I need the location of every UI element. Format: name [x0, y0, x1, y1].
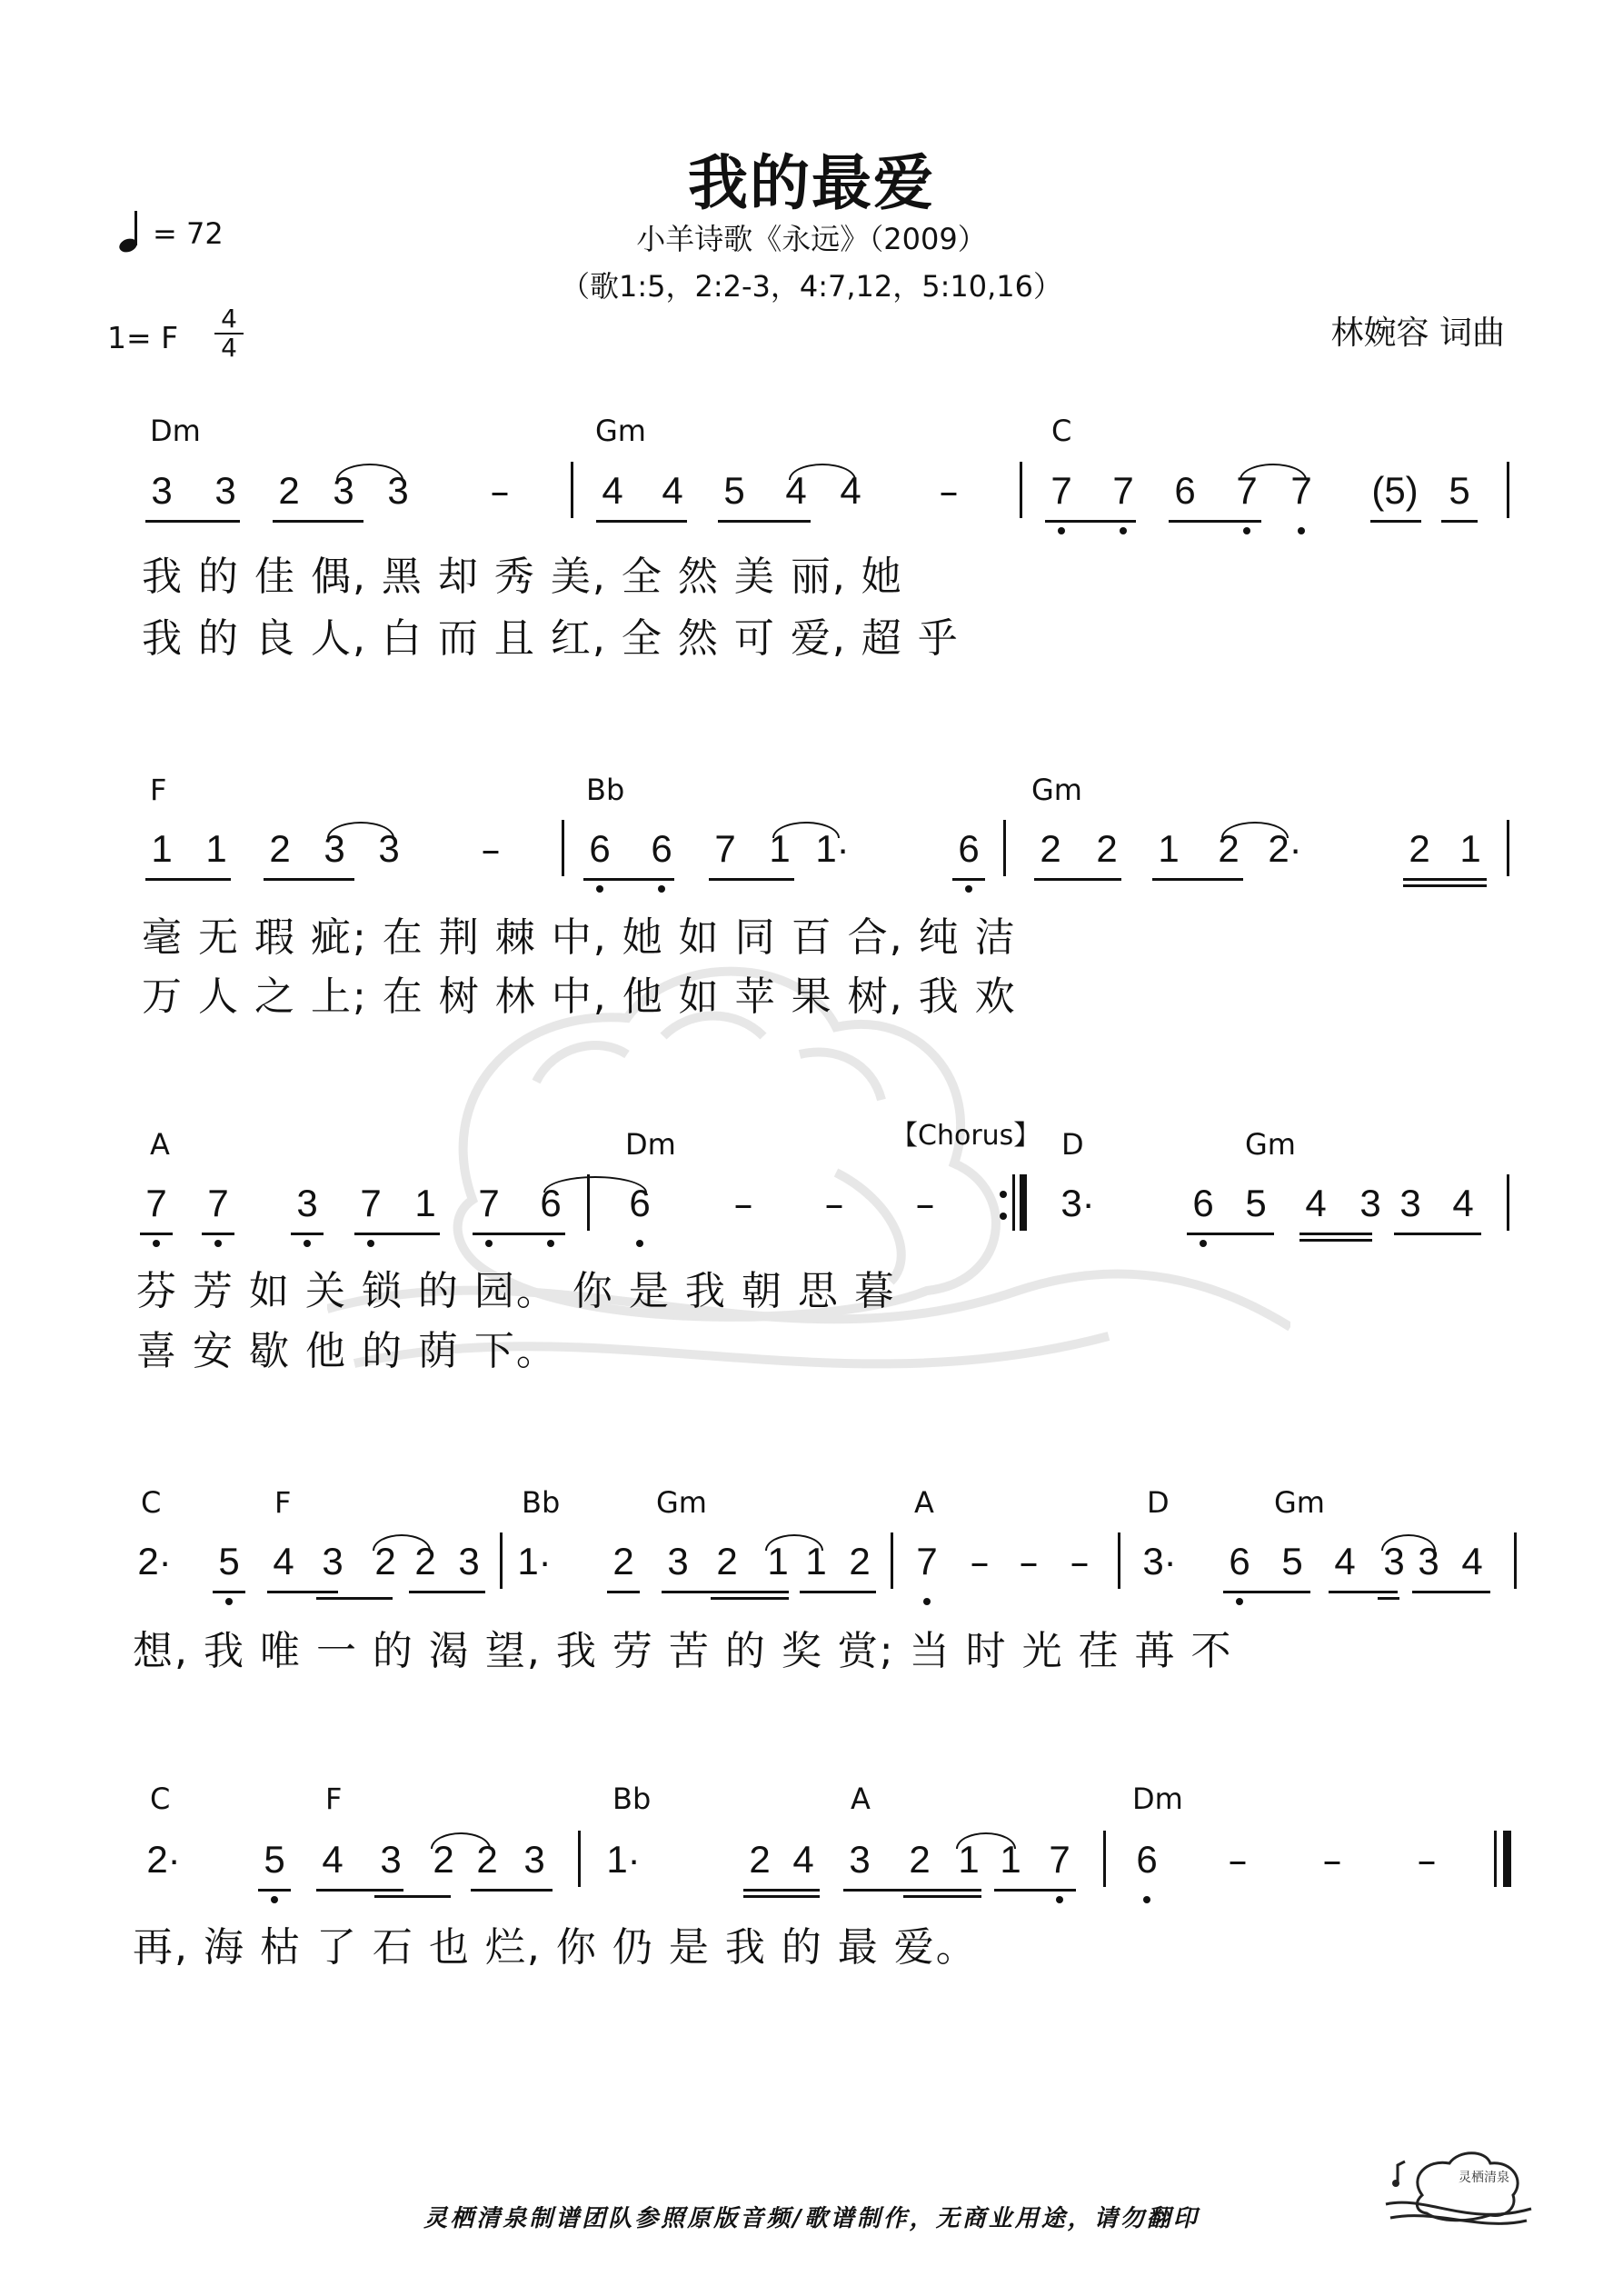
chord-symbol: A	[851, 1782, 871, 1816]
scripture-references: （歌1:5，2:2-3，4:7,12，5:10,16）	[560, 269, 1063, 304]
chord-symbol: A	[150, 1127, 170, 1162]
notation-row-4: 2· 5 4 3 2 2 3 1· 2 3 2 1 1 2 7 – – – 3· 6 5 4 3 3 4	[0, 1540, 1623, 1605]
lyrics-verse-2: 喜 安 歇 他 的 荫 下。	[136, 1328, 558, 1374]
chord-symbol: C	[150, 1782, 171, 1816]
chord-symbol: C	[141, 1485, 162, 1520]
author-credit: 林婉容 词曲	[1330, 314, 1505, 352]
chord-symbol: C	[1051, 414, 1072, 448]
chord-symbol: Gm	[1031, 773, 1082, 807]
lyrics-verse-1: 我 的 佳 偶, 黑 却 秀 美, 全 然 美 丽, 她	[142, 554, 903, 600]
time-signature-top: 4	[221, 304, 237, 334]
song-title: 我的最爱	[688, 148, 935, 218]
lamb-logo-icon	[1381, 2131, 1536, 2235]
lyrics-line: 想, 我 唯 一 的 渴 望, 我 劳 苦 的 奖 赏; 当 时 光 荏 苒 不	[133, 1628, 1233, 1674]
notation-row-5: 2· 5 4 3 2 2 3 1· 2 4 3 2 1 1 7 6 – – –	[0, 1838, 1623, 1903]
chord-symbol: Dm	[625, 1127, 676, 1162]
notation-row-2: 1 1 2 3 3 – 6 6 7 1 1· 6 2 2 1 2 2· 2 1	[0, 827, 1623, 893]
notation-row-1: 3 3 2 3 3 – 4 4 5 4 4 – 7 7 6 7 7 (5) 5	[0, 469, 1623, 534]
lyrics-verse-1: 芬 芳 如 关 锁 的 园。 你 是 我 朝 思 暮	[136, 1268, 896, 1314]
quarter-note-icon	[118, 209, 145, 262]
chord-symbol: Bb	[522, 1485, 561, 1520]
time-signature	[211, 304, 247, 363]
chord-symbol: Bb	[612, 1782, 652, 1816]
chord-symbol: D	[1061, 1127, 1084, 1162]
chord-symbol: F	[274, 1485, 292, 1520]
chord-symbol: F	[325, 1782, 343, 1816]
notation-row-3: 7 7 3 7 1 7 6 6 – – – 3· 6 5 4 3 3 4	[0, 1182, 1623, 1247]
chord-symbol: Dm	[150, 414, 201, 448]
chord-symbol: Dm	[1132, 1782, 1183, 1816]
chord-symbol: F	[150, 773, 167, 807]
chord-symbol: Gm	[1274, 1485, 1325, 1520]
lyrics-verse-2: 我 的 良 人, 白 而 且 红, 全 然 可 爱, 超 乎	[142, 615, 960, 662]
chord-symbol: A	[914, 1485, 934, 1520]
lyrics-line: 再, 海 枯 了 石 也 烂, 你 仍 是 我 的 最 爱。	[133, 1924, 978, 1971]
chord-symbol: Gm	[595, 414, 646, 448]
chord-symbol: Gm	[1245, 1127, 1296, 1162]
time-signature-bottom: 4	[221, 333, 237, 363]
key-signature: 1= F	[107, 320, 179, 355]
copyright-footer: 灵栖清泉制谱团队参照原版音频/歌谱制作，无商业用途，请勿翻印	[423, 2205, 1200, 2232]
lyrics-verse-2: 万 人 之 上; 在 树 林 中, 他 如 苹 果 树, 我 欢	[142, 973, 1017, 1020]
logo-text: 灵栖清泉	[1459, 2171, 1509, 2185]
chorus-label: 【Chorus】	[891, 1120, 1041, 1152]
chord-symbol: Gm	[656, 1485, 707, 1520]
chord-symbol: D	[1147, 1485, 1170, 1520]
album-subtitle: 小羊诗歌《永远》（2009）	[636, 222, 987, 256]
tempo-marking	[118, 209, 224, 262]
tempo-value: = 72	[153, 216, 224, 251]
chord-symbol: Bb	[586, 773, 625, 807]
lyrics-verse-1: 毫 无 瑕 疵; 在 荆 棘 中, 她 如 同 百 合, 纯 洁	[142, 914, 1017, 961]
